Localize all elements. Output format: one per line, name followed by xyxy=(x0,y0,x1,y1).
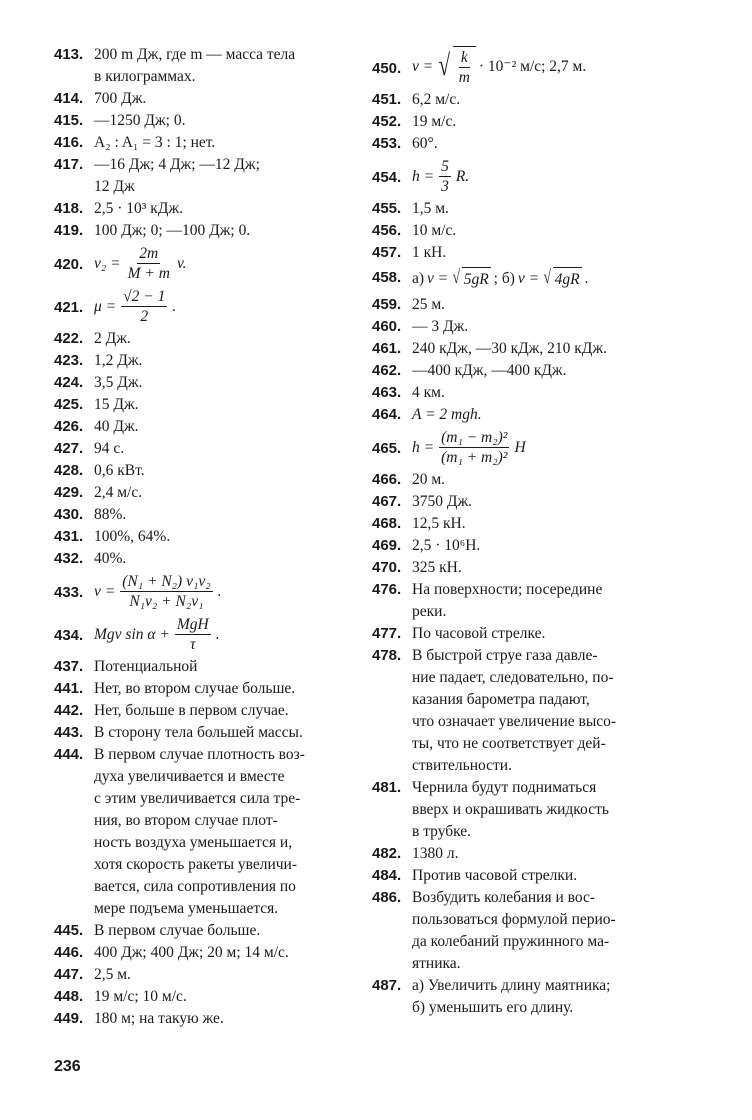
part-a-label: а) xyxy=(412,270,425,287)
answer-text: 2,5 · 10³ кДж. xyxy=(94,200,183,217)
answer-text: 700 Дж. xyxy=(94,90,147,107)
answer-text: —1250 Дж; 0. xyxy=(94,112,186,129)
answer-text: 4 км. xyxy=(412,384,445,401)
answer-number: 427. xyxy=(54,440,84,457)
radical-sign-icon: √ xyxy=(543,267,551,288)
fraction xyxy=(175,615,211,654)
answer-449 xyxy=(54,1008,356,1030)
answer-text: 10 м/с. xyxy=(412,222,457,239)
answer-text: 2,5 м. xyxy=(94,966,131,983)
answer-text: На поверхности; посередине реки. xyxy=(412,581,603,620)
answer-number: 453. xyxy=(372,135,402,152)
page-number: 236 xyxy=(54,1058,81,1075)
answer-428 xyxy=(54,460,356,482)
left-column xyxy=(54,44,356,1030)
denominator: τ xyxy=(190,636,196,653)
numerator: (m₁ − m₂)² xyxy=(441,429,508,446)
answer-446 xyxy=(54,942,356,964)
answer-415 xyxy=(54,110,356,132)
answer-450 xyxy=(372,44,692,89)
answer-number: 425. xyxy=(54,396,84,413)
denominator: 3 xyxy=(441,178,449,195)
answer-486 xyxy=(372,887,692,975)
answer-number: 424. xyxy=(54,374,84,391)
numerator: 5 xyxy=(441,158,449,175)
answer-456 xyxy=(372,220,692,242)
answer-number: 457. xyxy=(372,244,402,261)
answer-413 xyxy=(54,44,356,88)
answer-text: A = 2 mgh. xyxy=(412,406,482,423)
answer-460 xyxy=(372,316,692,338)
right-column xyxy=(372,44,692,1019)
answer-465 xyxy=(372,426,692,469)
answer-number: 465. xyxy=(372,440,402,457)
answer-number: 454. xyxy=(372,169,402,186)
radical-sign-icon: √ xyxy=(452,267,461,288)
formula-lhs: v = xyxy=(94,582,116,600)
denominator: N₁v₂ + N₂v₁ xyxy=(129,593,204,610)
formula xyxy=(412,157,469,196)
answer-447 xyxy=(54,964,356,986)
answer-text: 1,5 м. xyxy=(412,200,449,217)
answer-469 xyxy=(372,535,692,557)
answer-481 xyxy=(372,777,692,843)
answer-number: 456. xyxy=(372,222,402,239)
denominator: 2 xyxy=(140,308,149,325)
answer-text: Возбудить колебания и вос- пользоваться формулой перио- да колебаний пружинного ма- ятника. xyxy=(412,889,616,972)
formula-a-lhs: v = xyxy=(427,270,449,287)
denominator: (m₁ + m₂)² xyxy=(441,449,508,466)
answer-461 xyxy=(372,338,692,360)
answer-454 xyxy=(372,155,692,198)
answer-number: 421. xyxy=(54,299,84,316)
answer-text: В сторону тела большей массы. xyxy=(94,724,303,741)
fraction xyxy=(439,428,509,467)
answer-430 xyxy=(54,504,356,526)
answer-text: 2,4 м/с. xyxy=(94,484,143,501)
answer-number: 458. xyxy=(372,269,402,286)
answer-468 xyxy=(372,513,692,535)
answer-text: 20 м. xyxy=(412,471,446,488)
answer-text: 19 м/с. xyxy=(412,113,457,130)
answer-number: 464. xyxy=(372,406,402,423)
answer-451 xyxy=(372,89,692,111)
answer-text: 2 Дж. xyxy=(94,330,131,347)
answer-443 xyxy=(54,722,356,744)
answer-text: 100%, 64%. xyxy=(94,528,171,545)
answer-482 xyxy=(372,843,692,865)
answer-number: 478. xyxy=(372,647,402,664)
answer-number: 476. xyxy=(372,581,402,598)
square-root xyxy=(436,46,476,87)
answer-number: 469. xyxy=(372,537,402,554)
answer-number: 417. xyxy=(54,156,84,173)
numerator: (N₁ + N₂) v₁v₂ xyxy=(122,573,211,590)
fraction xyxy=(126,244,172,283)
answer-text: 19 м/с; 10 м/с. xyxy=(94,988,187,1005)
answer-418 xyxy=(54,198,356,220)
answer-number: 451. xyxy=(372,91,402,108)
answer-number: 477. xyxy=(372,625,402,642)
answer-number: 419. xyxy=(54,222,84,239)
radicand xyxy=(453,46,476,87)
formula-tail: . xyxy=(215,625,220,643)
answer-459 xyxy=(372,294,692,316)
answer-number: 428. xyxy=(54,462,84,479)
formula xyxy=(94,287,176,326)
answer-number: 441. xyxy=(54,680,84,697)
answer-429 xyxy=(54,482,356,504)
formula-tail: R. xyxy=(455,167,470,185)
answer-number: 452. xyxy=(372,113,402,130)
answer-text: 1 кН. xyxy=(412,244,447,261)
radical-sign-icon: √ xyxy=(438,49,451,82)
formula xyxy=(412,267,588,291)
answer-text: Против часовой стрелки. xyxy=(412,867,578,884)
formula-lhs: μ = xyxy=(94,297,117,315)
answer-number: 420. xyxy=(54,256,84,273)
answer-number: 443. xyxy=(54,724,84,741)
numerator: √2 − 1 xyxy=(123,288,166,305)
answer-number: 486. xyxy=(372,889,402,906)
answer-434 xyxy=(54,613,356,656)
answer-text: 180 м; на такую же. xyxy=(94,1010,224,1027)
answer-text: Нет, во втором случае больше. xyxy=(94,680,296,697)
answer-458 xyxy=(372,267,692,291)
answer-number: 468. xyxy=(372,515,402,532)
answer-445 xyxy=(54,920,356,942)
answer-text: Чернила будут подниматься вверх и окрашивать жидкость в трубке. xyxy=(412,779,609,840)
answer-number: 413. xyxy=(54,46,84,63)
answer-number: 415. xyxy=(54,112,84,129)
numerator: MgH xyxy=(176,616,209,633)
answer-text: В быстрой струе газа давле- ние падает, следовательно, по- казания барометра падают, что означает увеличение высо- ты, что не соответствует дей- ствительности. xyxy=(412,647,617,774)
answer-text: — 3 Дж. xyxy=(412,318,469,335)
answer-number: 467. xyxy=(372,493,402,510)
answer-484 xyxy=(372,865,692,887)
answer-text: По часовой стрелке. xyxy=(412,625,546,642)
answer-455 xyxy=(372,198,692,220)
answer-number: 445. xyxy=(54,922,84,939)
answer-text: а) Увеличить длину маятника; б) уменьшить его длину. xyxy=(412,977,611,1016)
answer-text: 3,5 Дж. xyxy=(94,374,143,391)
fraction xyxy=(121,287,167,326)
answer-441 xyxy=(54,678,356,700)
formula-lhs: Mgv sin α + xyxy=(94,625,170,643)
answer-text: 25 м. xyxy=(412,296,446,313)
answer-number: 487. xyxy=(372,977,402,994)
answer-467 xyxy=(372,491,692,513)
answer-number: 430. xyxy=(54,506,84,523)
answer-416 xyxy=(54,132,356,154)
answer-number: 416. xyxy=(54,134,84,151)
answer-number: 423. xyxy=(54,352,84,369)
answer-427 xyxy=(54,438,356,460)
answer-419 xyxy=(54,220,356,242)
answer-text: 94 с. xyxy=(94,440,125,457)
answer-text: В первом случае плотность воз- духа увеличивается и вместе с этим увеличивается сила тре- ния, во втором случае плот- ность воздуха уменьшается и, хотя скорость ракеты увеличи- вается, сила сопротивления по мере подъема уменьшается. xyxy=(94,746,305,917)
answer-number: 470. xyxy=(372,559,402,576)
answer-487 xyxy=(372,975,692,1019)
formula xyxy=(412,46,586,87)
numerator: 2m xyxy=(139,245,159,262)
answer-433 xyxy=(54,570,356,613)
answer-444 xyxy=(54,744,356,920)
formula xyxy=(94,572,222,611)
answer-number: 442. xyxy=(54,702,84,719)
answer-text: 60°. xyxy=(412,135,438,152)
answer-number: 431. xyxy=(54,528,84,545)
answer-text: 2,5 · 10⁶Н. xyxy=(412,537,481,554)
answer-number: 482. xyxy=(372,845,402,862)
answer-text: 40%. xyxy=(94,550,127,567)
answer-452 xyxy=(372,111,692,133)
answer-417 xyxy=(54,154,356,198)
answer-431 xyxy=(54,526,356,548)
answer-number: 418. xyxy=(54,200,84,217)
answer-number: 426. xyxy=(54,418,84,435)
answer-number: 422. xyxy=(54,330,84,347)
denominator: M + m xyxy=(127,265,170,282)
answer-457 xyxy=(372,242,692,264)
answer-463 xyxy=(372,382,692,404)
fraction xyxy=(439,157,451,196)
answer-number: 450. xyxy=(372,60,402,77)
answer-426 xyxy=(54,416,356,438)
answer-text: A₂ : A₁ = 3 : 1; нет. xyxy=(94,134,216,151)
answer-number: 433. xyxy=(54,584,84,601)
answer-424 xyxy=(54,372,356,394)
answer-number: 455. xyxy=(372,200,402,217)
square-root xyxy=(451,267,490,291)
answer-text: 400 Дж; 400 Дж; 20 м; 14 м/с. xyxy=(94,944,289,961)
answer-464 xyxy=(372,404,692,426)
answer-476 xyxy=(372,579,692,623)
answer-437 xyxy=(54,656,356,678)
formula-tail: · 10⁻² м/с; 2,7 м. xyxy=(478,57,587,75)
answer-text: 1380 л. xyxy=(412,845,459,862)
answer-number: 429. xyxy=(54,484,84,501)
answer-448 xyxy=(54,986,356,1008)
answer-number: 463. xyxy=(372,384,402,401)
formula-tail: . xyxy=(217,582,222,600)
answer-477 xyxy=(372,623,692,645)
formula-lhs: h = xyxy=(412,167,435,185)
answer-462 xyxy=(372,360,692,382)
answer-text: 3750 Дж. xyxy=(412,493,473,510)
answer-425 xyxy=(54,394,356,416)
radicand: 4gR xyxy=(553,267,582,291)
answer-414 xyxy=(54,88,356,110)
radicand: 5gR xyxy=(462,267,491,291)
part-b-label: ; б) xyxy=(493,270,515,287)
denominator: m xyxy=(458,69,470,86)
answer-421 xyxy=(54,285,356,328)
fraction xyxy=(457,48,472,87)
answer-478 xyxy=(372,645,692,777)
answer-number: 481. xyxy=(372,779,402,796)
answer-text: Потенциальной xyxy=(94,658,198,675)
answer-text: 12,5 кН. xyxy=(412,515,466,532)
answer-number: 462. xyxy=(372,362,402,379)
answer-number: 447. xyxy=(54,966,84,983)
numerator: k xyxy=(460,49,468,66)
answer-470 xyxy=(372,557,692,579)
answer-number: 448. xyxy=(54,988,84,1005)
answer-number: 437. xyxy=(54,658,84,675)
answer-text: 325 кН. xyxy=(412,559,462,576)
square-root xyxy=(542,267,581,291)
formula xyxy=(94,244,187,283)
formula-tail: . xyxy=(172,297,177,315)
answer-text: 40 Дж. xyxy=(94,418,139,435)
answer-423 xyxy=(54,350,356,372)
answer-text: В первом случае больше. xyxy=(94,922,261,939)
answer-text: 100 Дж; 0; —100 Дж; 0. xyxy=(94,222,251,239)
formula-tail: . xyxy=(584,270,589,287)
answer-453 xyxy=(372,133,692,155)
answer-number: 449. xyxy=(54,1010,84,1027)
answer-number: 446. xyxy=(54,944,84,961)
formula xyxy=(94,615,220,654)
answer-number: 466. xyxy=(372,471,402,488)
formula-lhs: v = xyxy=(412,57,434,75)
answer-text: Нет, больше в первом случае. xyxy=(94,702,289,719)
formula-lhs: h = xyxy=(412,438,435,456)
answer-number: 461. xyxy=(372,340,402,357)
fraction xyxy=(120,572,212,611)
answer-text: —16 Дж; 4 Дж; —12 Дж; 12 Дж xyxy=(94,156,260,195)
answer-text: 240 кДж, —30 кДж, 210 кДж. xyxy=(412,340,607,357)
answer-text: 88%. xyxy=(94,506,127,523)
answer-text: 15 Дж. xyxy=(94,396,139,413)
answer-number: 484. xyxy=(372,867,402,884)
formula-lhs: v₂ = xyxy=(94,254,121,272)
formula-tail: v. xyxy=(176,254,187,272)
answer-number: 460. xyxy=(372,318,402,335)
answer-text: 6,2 м/с. xyxy=(412,91,461,108)
answer-number: 432. xyxy=(54,550,84,567)
answer-number: 434. xyxy=(54,627,84,644)
formula xyxy=(412,428,526,467)
answer-420 xyxy=(54,242,356,285)
answer-text: 1,2 Дж. xyxy=(94,352,143,369)
answer-text: —400 кДж, —400 кДж. xyxy=(412,362,567,379)
formula-tail: H xyxy=(514,438,526,456)
answer-442 xyxy=(54,700,356,722)
answer-432 xyxy=(54,548,356,570)
answer-text: 0,6 кВт. xyxy=(94,462,145,479)
answer-number: 459. xyxy=(372,296,402,313)
answer-number: 414. xyxy=(54,90,84,107)
answer-466 xyxy=(372,469,692,491)
formula-b-lhs: v = xyxy=(517,270,540,287)
answer-text: 200 m Дж, где m — масса тела в килограммах. xyxy=(94,46,296,85)
answer-number: 444. xyxy=(54,746,84,763)
answer-422 xyxy=(54,328,356,350)
